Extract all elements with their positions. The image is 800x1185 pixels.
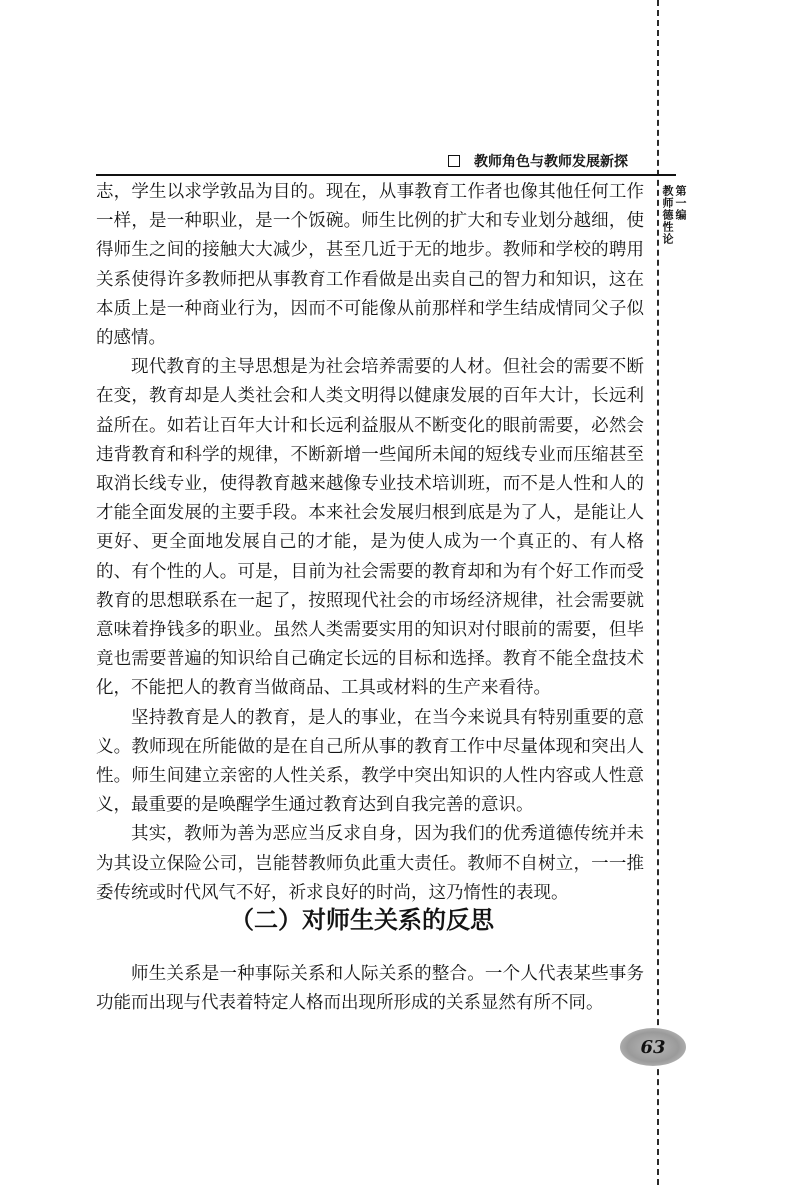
running-header bbox=[448, 150, 678, 172]
section-body-text bbox=[96, 960, 644, 1018]
paragraph: 师生关系是一种事际关系和人际关系的整合。一个人代表某些事务功能而出现与代表着特定人格而出现所形成的关系显然有所不同。 bbox=[96, 964, 644, 1014]
body-text bbox=[96, 178, 644, 908]
page-number-badge bbox=[620, 1028, 686, 1066]
paragraph: 坚持教育是人的教育，是人的事业，在当今来说具有特别重要的意义。教师现在所能做的是在自己所从事的教育工作中尽量体现和突出人性。师生间建立亲密的人性关系，教学中突出知识的人性内容或人性意义，最重要的是唤醒学生通过教育达到自我完善的意识。 bbox=[96, 707, 644, 816]
side-tab-chapter: 教师德性论 bbox=[661, 185, 674, 245]
header-title: 教师角色与教师发展新探 bbox=[474, 154, 628, 170]
side-tab bbox=[663, 185, 687, 245]
square-box-icon bbox=[448, 155, 460, 167]
side-tab-part: 第一编 bbox=[674, 185, 687, 221]
paragraph: 现代教育的主导思想是为社会培养需要的人材。但社会的需要不断在变，教育却是人类社会和人类文明得以健康发展的百年大计，长远利益所在。如若让百年大计和长远利益服从不断变化的眼前需要，必然会违背教育和科学的规律，不断新增一些闻所未闻的短线专业而压缩甚至取消长线专业，使得教育越来越像专业技术培训班，而不是人性和人的才能全面发展的主要手段。本来社会发展归根到底是为了人，是能让人更好、更全面地发展自己的才能，是为使人成为一个真正的、有人格的、有个性的人。可是，目前为社会需要的教育却和为有个好工作而受教育的思想联系在一起了，按照现代社会的市场经济规律，社会需要就意味着挣钱多的职业。虽然人类需要实用的知识对付眼前的需要，但毕竟也需要普遍的知识给自己确定长远的目标和选择。教育不能全盘技术化，不能把人的教育当做商品、工具或材料的生产来看待。 bbox=[96, 357, 644, 699]
paragraph: 志，学生以求学敦品为目的。现在，从事教育工作者也像其他任何工作一样，是一种职业，是一个饭碗。师生比例的扩大和专业划分越细，使得师生之间的接触大大减少，甚至几近于无的地步。教师和学校的聘用关系使得许多教师把从事教育工作看做是出卖自己的智力和知识，这在本质上是一种商业行为，因而不可能像从前那样和学生结成情同父子似的感情。 bbox=[96, 182, 644, 349]
dashed-cut-line bbox=[657, 0, 659, 1185]
section-title: （二）对师生关系的反思 bbox=[230, 906, 494, 934]
paragraph: 其实，教师为善为恶应当反求自身，因为我们的优秀道德传统并未为其设立保险公司，岂能替教师负此重大责任。教师不自树立，一一推委传统或时代风气不好，祈求良好的时尚，这乃惰性的表现。 bbox=[96, 824, 644, 903]
header-rule bbox=[96, 174, 676, 176]
page-number: 63 bbox=[640, 1036, 666, 1058]
